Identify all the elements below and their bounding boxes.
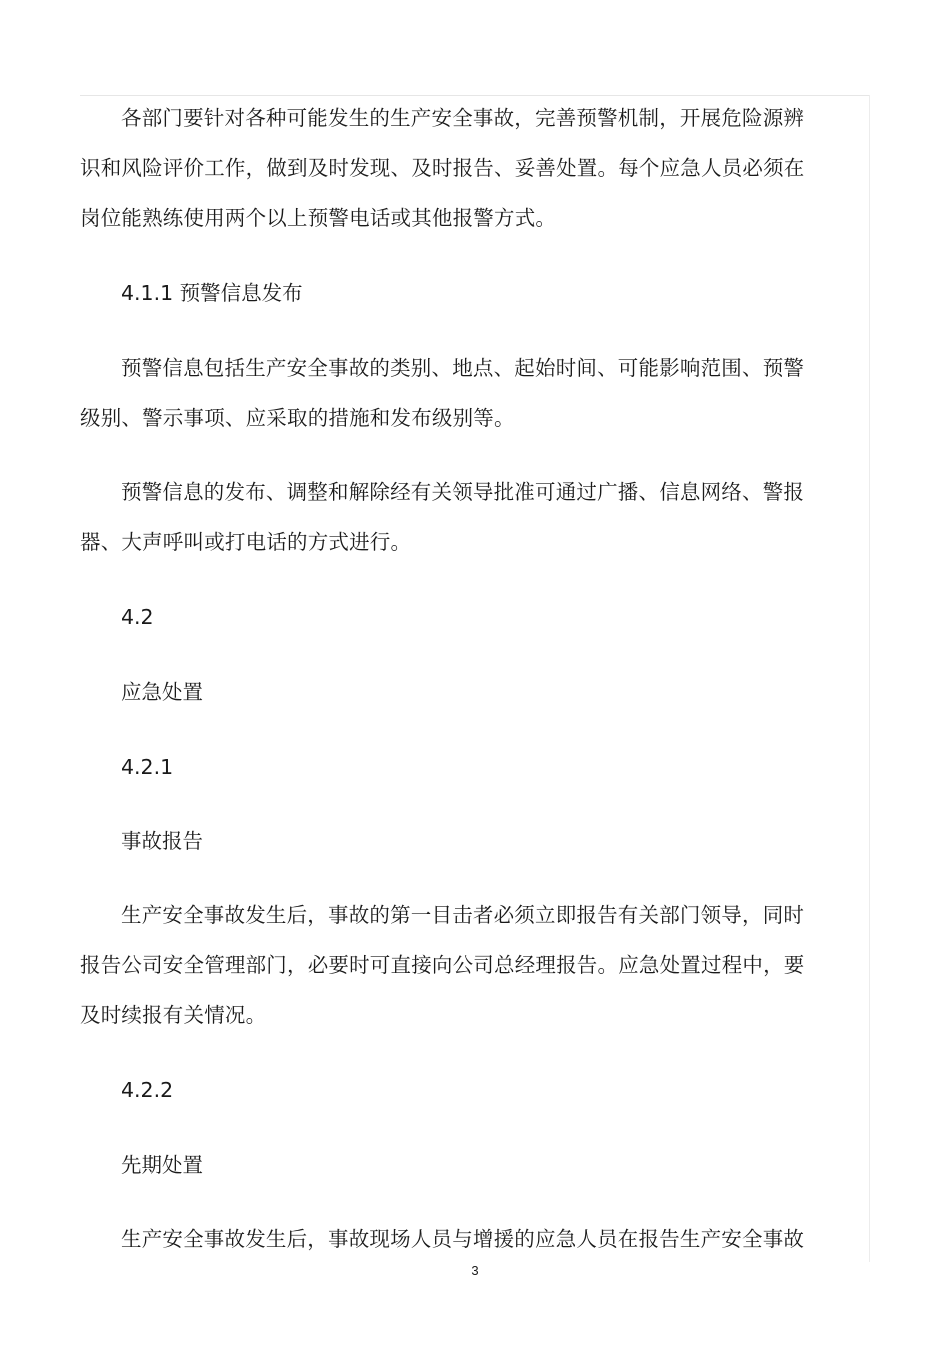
paragraph-warning-info-release: 预警信息的发布、调整和解除经有关领导批准可通过广播、信息网络、警报器、大声呼叫或打电话的方式进行。: [80, 480, 805, 554]
section-title-emergency-response: 应急处置: [121, 680, 203, 704]
section-number-4-2-1: 4.2.1: [121, 755, 174, 779]
paragraph-initial-response: 生产安全事故发生后，事故现场人员与增援的应急人员在报告生产安全事故: [121, 1227, 805, 1251]
section-title-accident-report: 事故报告: [121, 829, 203, 853]
page-right-border: [869, 95, 870, 1262]
section-heading-4-1-1: 4.1.1 预警信息发布: [121, 281, 303, 305]
paragraph-early-warning-mechanism: 各部门要针对各种可能发生的生产安全事故，完善预警机制，开展危险源辨识和风险评价工作，做到及时发现、及时报告、妥善处置。每个应急人员必须在岗位能熟练使用两个以上预警电话或其他报警方式。: [80, 106, 805, 230]
section-number-4-2: 4.2: [121, 605, 154, 629]
page-number: 3: [471, 1263, 479, 1278]
section-title-initial-response: 先期处置: [121, 1153, 203, 1177]
paragraph-accident-reporting: 生产安全事故发生后，事故的第一目击者必须立即报告有关部门领导，同时报告公司安全管理部门，必要时可直接向公司总经理报告。应急处置过程中，要及时续报有关情况。: [80, 903, 805, 1027]
section-number-4-2-2: 4.2.2: [121, 1078, 174, 1102]
paragraph-warning-info-contents: 预警信息包括生产安全事故的类别、地点、起始时间、可能影响范围、预警级别、警示事项、应采取的措施和发布级别等。: [80, 356, 805, 430]
